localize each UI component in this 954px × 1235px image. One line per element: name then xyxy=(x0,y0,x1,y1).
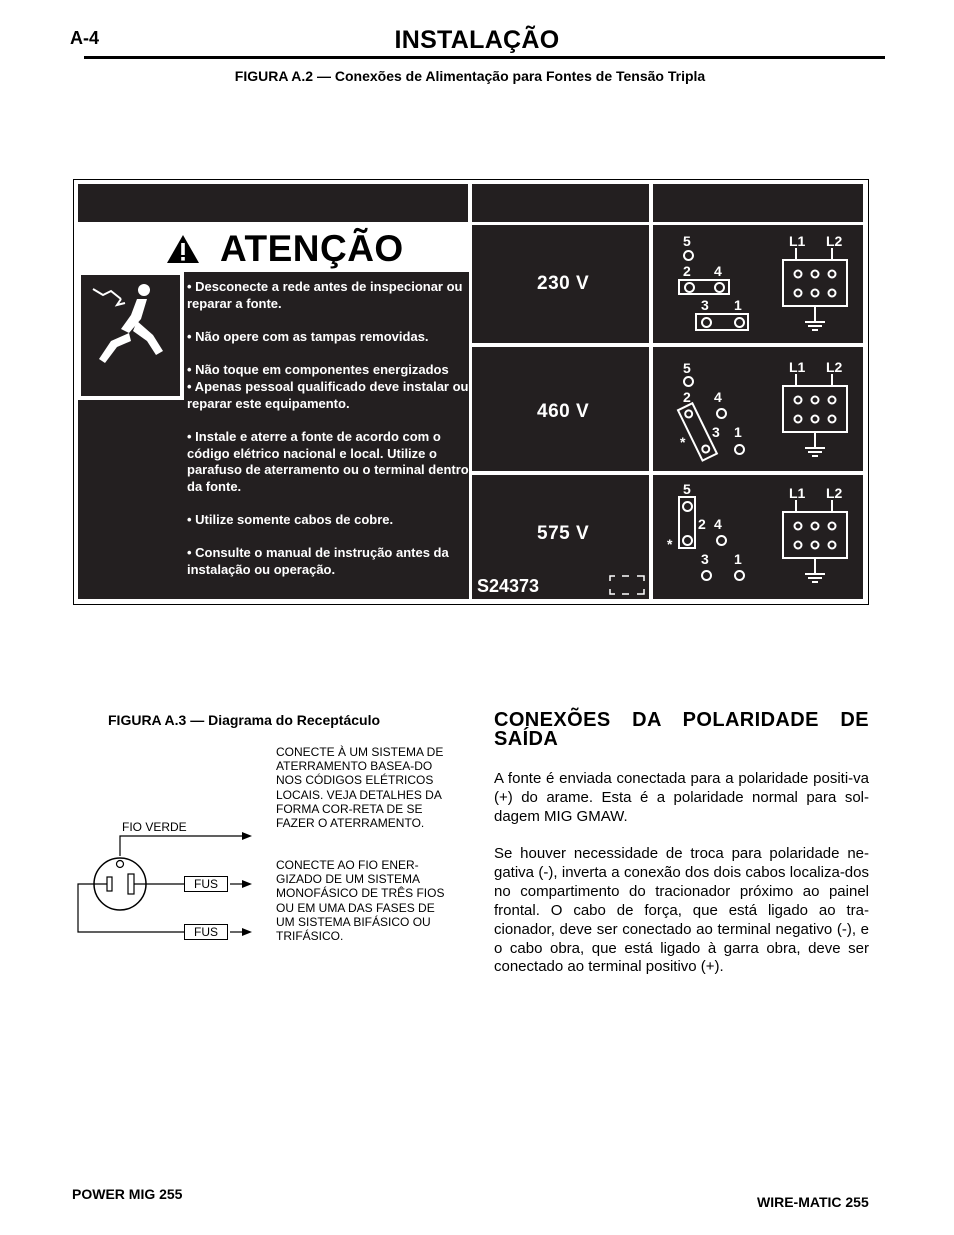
terminal-5-label: 5 xyxy=(683,481,691,497)
terminal-4 xyxy=(714,282,725,293)
title-rule xyxy=(84,56,885,59)
terminal-1 xyxy=(734,570,745,581)
warning-left-panel xyxy=(78,400,184,599)
l1-label: L1 xyxy=(789,359,806,375)
polarity-paragraph-2: Se houver necessidade de troca para polaridade ne-gativa (-), inverta a conexão dos dois cabos localiza-dos no compartimento do tracionador próximo ao painel frontal. O cabo de força, que está ligado ao tra-cionador, deve ser conectado ao terminal negativo (-), e o cabo obra, que está ligado à garra obra, deve ser conectado ao terminal positivo (+). xyxy=(494,845,869,976)
corner-marks-icon xyxy=(609,575,645,595)
terminal-5 xyxy=(683,376,694,387)
polarity-paragraph-1: A fonte é enviada conectada para a polaridade positi-va (+) do arame. Esta é a polaridade normal para sol-dagem MIG GMAW. xyxy=(494,770,869,825)
warning-bullet-disconnect: • Desconecte a rede antes de inspecionar ou reparar a fonte. xyxy=(187,279,463,311)
electric-shock-icon xyxy=(79,273,182,398)
terminal-block-icon xyxy=(780,500,852,584)
terminal-5 xyxy=(682,501,693,512)
terminal-1 xyxy=(734,317,745,328)
terminal-2 xyxy=(682,535,693,546)
terminal-5-label: 5 xyxy=(683,360,691,376)
page-title: INSTALAÇÃO xyxy=(394,26,560,54)
l2-label: L2 xyxy=(826,233,843,249)
l2-label: L2 xyxy=(826,359,843,375)
terminal-2 xyxy=(684,282,695,293)
warning-triangle-icon xyxy=(166,234,200,264)
figure-a2-caption: FIGURA A.2 — Conexões de Alimentação para Fontes de Tensão Tripla xyxy=(234,68,706,84)
figure-a3-caption: FIGURA A.3 — Diagrama do Receptáculo xyxy=(108,712,381,728)
star-mark: * xyxy=(667,536,673,552)
label-diagram-header xyxy=(653,184,863,222)
terminal-4-label: 4 xyxy=(714,389,722,405)
warning-bullet-copper: • Utilize somente cabos de cobre. xyxy=(187,512,394,527)
label-top-bar xyxy=(78,184,468,222)
section-heading-continued: SAÍDA xyxy=(494,728,559,750)
terminal-1 xyxy=(734,444,745,455)
fuse-upper: FUS xyxy=(184,876,228,892)
l2-label: L2 xyxy=(826,485,843,501)
warning-bullet-grounding: • Instale e aterre a fonte de acordo com o código elétrico nacional e local. Utilize o parafuso de aterramento ou o terminal dentro da fonte. xyxy=(187,429,469,494)
fuse-lower: FUS xyxy=(184,924,228,940)
footer-model-right: WIRE-MATIC 255 xyxy=(757,1194,869,1210)
warning-bullet-covers: • Não opere com as tampas removidas. xyxy=(187,329,429,344)
receptacle-diagram-icon xyxy=(70,826,280,944)
warning-title: ATENÇÃO xyxy=(220,228,404,269)
terminal-block-icon xyxy=(780,374,852,458)
terminal-3-label: 3 xyxy=(712,424,720,440)
warning-bullet-manual: • Consulte o manual de instrução antes da instalação ou operação. xyxy=(187,545,449,577)
voltage-460-label: 460 V xyxy=(537,401,590,422)
terminal-2-label: 2 xyxy=(683,389,691,405)
section-heading: CONEXÕES DA POLARIDADE DE xyxy=(494,709,869,731)
label-voltage-header xyxy=(472,184,649,222)
terminal-5-label: 5 xyxy=(683,233,691,249)
power-note: CONECTE AO FIO ENER-GIZADO DE UM SISTEMA MONOFÁSICO DE TRÊS FIOS OU EM UMA DAS FASES DE UM SISTEMA BIFÁSICO OU TRIFÁSICO. xyxy=(276,858,445,944)
voltage-230-label: 230 V xyxy=(537,273,590,294)
terminal-1-label: 1 xyxy=(734,424,742,440)
page-number: A-4 xyxy=(70,28,100,48)
voltage-575-label: 575 V xyxy=(537,523,590,544)
star-mark: * xyxy=(680,434,686,450)
terminal-2-label: 2 xyxy=(683,263,691,279)
terminal-3-label: 3 xyxy=(701,551,709,567)
terminal-4-label: 4 xyxy=(714,516,722,532)
terminal-1-label: 1 xyxy=(734,297,742,313)
label-code: S24373 xyxy=(477,576,540,596)
terminal-1-label: 1 xyxy=(734,551,742,567)
terminal-4-label: 4 xyxy=(714,263,722,279)
terminal-3 xyxy=(701,570,712,581)
terminal-2-label: 2 xyxy=(698,516,706,532)
green-wire-label: FIO VERDE xyxy=(122,820,187,834)
terminal-block-icon xyxy=(780,248,852,332)
l1-label: L1 xyxy=(789,485,806,501)
terminal-3 xyxy=(701,317,712,328)
warning-bullet-live-parts: • Não toque em componentes energizados xyxy=(187,362,449,377)
grounding-note: CONECTE À UM SISTEMA DE ATERRAMENTO BASEA-DO NOS CÓDIGOS ELÉTRICOS LOCAIS. VEJA DETALHES DA FORMA COR-RETA DE SE FAZER O ATERRAMENTO. xyxy=(276,745,444,831)
terminal-5 xyxy=(683,250,694,261)
warning-bullet-qualified: • Apenas pessoal qualificado deve instalar ou reparar este equipamento. xyxy=(187,379,469,411)
l1-label: L1 xyxy=(789,233,806,249)
footer-model-left: POWER MIG 255 xyxy=(72,1186,183,1202)
terminal-3-label: 3 xyxy=(701,297,709,313)
terminal-4 xyxy=(716,535,727,546)
